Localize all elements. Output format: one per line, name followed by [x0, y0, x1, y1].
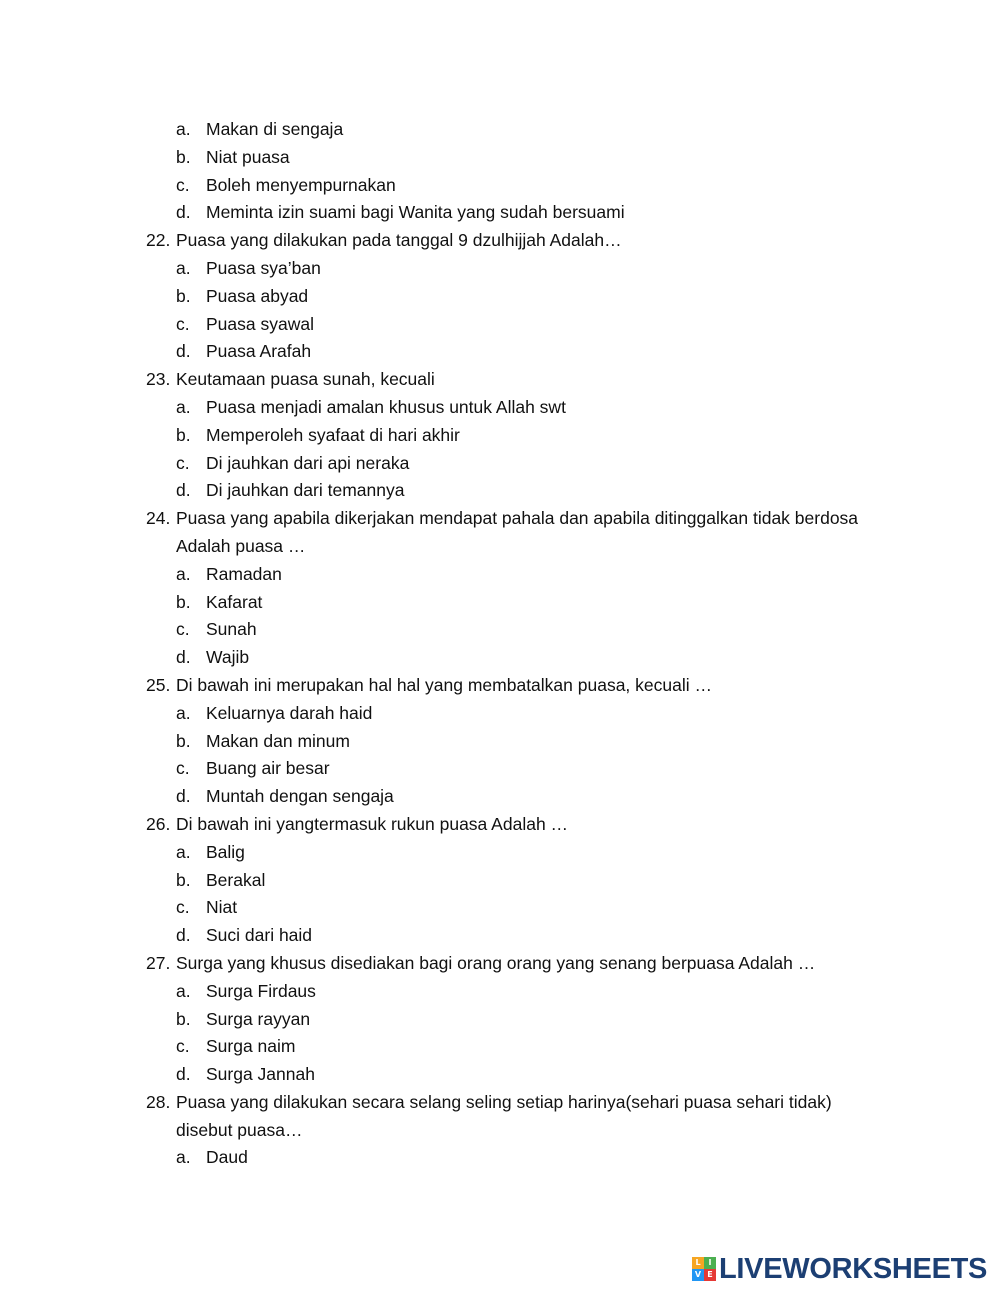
option-text: Kafarat	[206, 591, 263, 612]
option-text: Muntah dengan sengaja	[206, 786, 394, 807]
option-text: Di jauhkan dari temannya	[206, 480, 405, 501]
liveworksheets-logo[interactable]	[692, 1254, 987, 1284]
answer-option	[0, 783, 1000, 811]
question-number: 22.	[146, 230, 171, 251]
answer-option	[0, 978, 1000, 1006]
answer-option	[0, 144, 1000, 172]
option-letter: c.	[176, 619, 190, 640]
question	[0, 672, 1000, 700]
answer-option	[0, 450, 1000, 478]
answer-option	[0, 644, 1000, 672]
option-text: Puasa menjadi amalan khusus untuk Allah swt	[206, 396, 566, 417]
answer-option	[0, 199, 1000, 227]
answer-option	[0, 839, 1000, 867]
logo-icon-letter-e: E	[704, 1269, 716, 1281]
option-text: Surga rayyan	[206, 1008, 311, 1029]
answer-option	[0, 728, 1000, 756]
option-letter: a.	[176, 702, 191, 723]
answer-option	[0, 616, 1000, 644]
answer-option	[0, 867, 1000, 895]
option-letter: d.	[176, 480, 191, 501]
option-text: Puasa sya’ban	[206, 257, 321, 278]
option-text: Buang air besar	[206, 758, 330, 779]
question	[0, 1089, 1000, 1117]
option-letter: d.	[176, 202, 191, 223]
answer-option	[0, 1033, 1000, 1061]
question-number: 23.	[146, 369, 171, 390]
option-letter: d.	[176, 925, 191, 946]
answer-option	[0, 311, 1000, 339]
option-letter: b.	[176, 424, 191, 445]
answer-option	[0, 922, 1000, 950]
option-letter: b.	[176, 146, 191, 167]
option-text: Balig	[206, 841, 245, 862]
answer-option	[0, 755, 1000, 783]
answer-option	[0, 394, 1000, 422]
answer-option	[0, 255, 1000, 283]
option-text: Sunah	[206, 619, 257, 640]
question-text-continued: Adalah puasa …	[176, 535, 306, 556]
question-text: Di bawah ini yangtermasuk rukun puasa Adalah …	[176, 813, 569, 834]
question-text: Di bawah ini merupakan hal hal yang membatalkan puasa, kecuali …	[176, 674, 712, 695]
logo-icon-letter-i: I	[704, 1257, 716, 1269]
answer-option	[0, 1006, 1000, 1034]
answer-option	[0, 1144, 1000, 1172]
liveworksheets-icon	[692, 1257, 716, 1281]
option-letter: b.	[176, 869, 191, 890]
question	[0, 366, 1000, 394]
question-text: Puasa yang dilakukan secara selang seling setiap harinya(sehari puasa sehari tidak)	[176, 1091, 832, 1112]
question-text: Keutamaan puasa sunah, kecuali	[176, 369, 435, 390]
option-letter: b.	[176, 730, 191, 751]
option-letter: a.	[176, 119, 191, 139]
worksheet	[0, 116, 1000, 1172]
option-letter: d.	[176, 647, 191, 668]
question-continuation	[0, 1117, 1000, 1145]
option-text: Puasa abyad	[206, 285, 309, 306]
answer-option	[0, 338, 1000, 366]
option-letter: d.	[176, 341, 191, 362]
option-letter: a.	[176, 841, 191, 862]
question-number: 26.	[146, 813, 171, 834]
answer-option	[0, 283, 1000, 311]
option-text: Suci dari haid	[206, 925, 313, 946]
option-text: Surga Jannah	[206, 1064, 315, 1085]
question	[0, 811, 1000, 839]
answer-option	[0, 1061, 1000, 1089]
answer-option	[0, 561, 1000, 589]
option-text: Boleh menyempurnakan	[206, 174, 396, 195]
option-letter: b.	[176, 591, 191, 612]
answer-option	[0, 172, 1000, 200]
option-letter: a.	[176, 396, 191, 417]
option-letter: a.	[176, 257, 191, 278]
question-text: Surga yang khusus disediakan bagi orang orang yang senang berpuasa Adalah …	[176, 952, 816, 973]
option-text: Memperoleh syafaat di hari akhir	[206, 424, 460, 445]
option-letter: c.	[176, 452, 190, 473]
option-letter: c.	[176, 897, 190, 918]
question	[0, 227, 1000, 255]
option-letter: c.	[176, 313, 190, 334]
answer-option	[0, 700, 1000, 728]
answer-option	[0, 589, 1000, 617]
question-number: 27.	[146, 952, 171, 973]
option-text: Niat	[206, 897, 238, 918]
option-letter: b.	[176, 285, 191, 306]
option-text: Wajib	[206, 647, 250, 668]
option-text: Meminta izin suami bagi Wanita yang sudah bersuami	[206, 202, 625, 223]
logo-icon-letter-l: L	[692, 1257, 704, 1269]
option-letter: a.	[176, 563, 191, 584]
option-text: Di jauhkan dari api neraka	[206, 452, 410, 473]
question-number: 25.	[146, 674, 171, 695]
option-text: Daud	[206, 1147, 248, 1168]
option-text: Berakal	[206, 869, 266, 890]
option-letter: b.	[176, 1008, 191, 1029]
option-text: Surga naim	[206, 1036, 296, 1057]
option-letter: c.	[176, 1036, 190, 1057]
option-text: Puasa Arafah	[206, 341, 312, 362]
question	[0, 505, 1000, 533]
question-text: Puasa yang apabila dikerjakan mendapat pahala dan apabila ditinggalkan tidak berdosa	[176, 508, 859, 529]
answer-option	[0, 894, 1000, 922]
question-number: 24.	[146, 508, 171, 529]
option-letter: d.	[176, 1064, 191, 1085]
option-text: Ramadan	[206, 563, 282, 584]
option-letter: c.	[176, 174, 190, 195]
liveworksheets-wordmark: LIVEWORKSHEETS	[719, 1252, 988, 1285]
question	[0, 950, 1000, 978]
answer-option	[0, 477, 1000, 505]
option-letter: a.	[176, 1147, 191, 1168]
option-text: Keluarnya darah haid	[206, 702, 373, 723]
answer-option	[0, 422, 1000, 450]
option-text: Puasa syawal	[206, 313, 314, 334]
question-continuation	[0, 533, 1000, 561]
question-text-continued: disebut puasa…	[176, 1119, 303, 1140]
option-text: Makan dan minum	[206, 730, 350, 751]
option-letter: a.	[176, 980, 191, 1001]
option-letter: c.	[176, 758, 190, 779]
option-letter: d.	[176, 786, 191, 807]
option-text: Surga Firdaus	[206, 980, 316, 1001]
option-text: Makan di sengaja	[206, 119, 344, 139]
logo-icon-letter-v: V	[692, 1269, 704, 1281]
question-text: Puasa yang dilakukan pada tanggal 9 dzulhijjah Adalah…	[176, 230, 622, 251]
answer-option	[0, 116, 1000, 144]
question-number: 28.	[146, 1091, 171, 1112]
option-text: Niat puasa	[206, 146, 290, 167]
